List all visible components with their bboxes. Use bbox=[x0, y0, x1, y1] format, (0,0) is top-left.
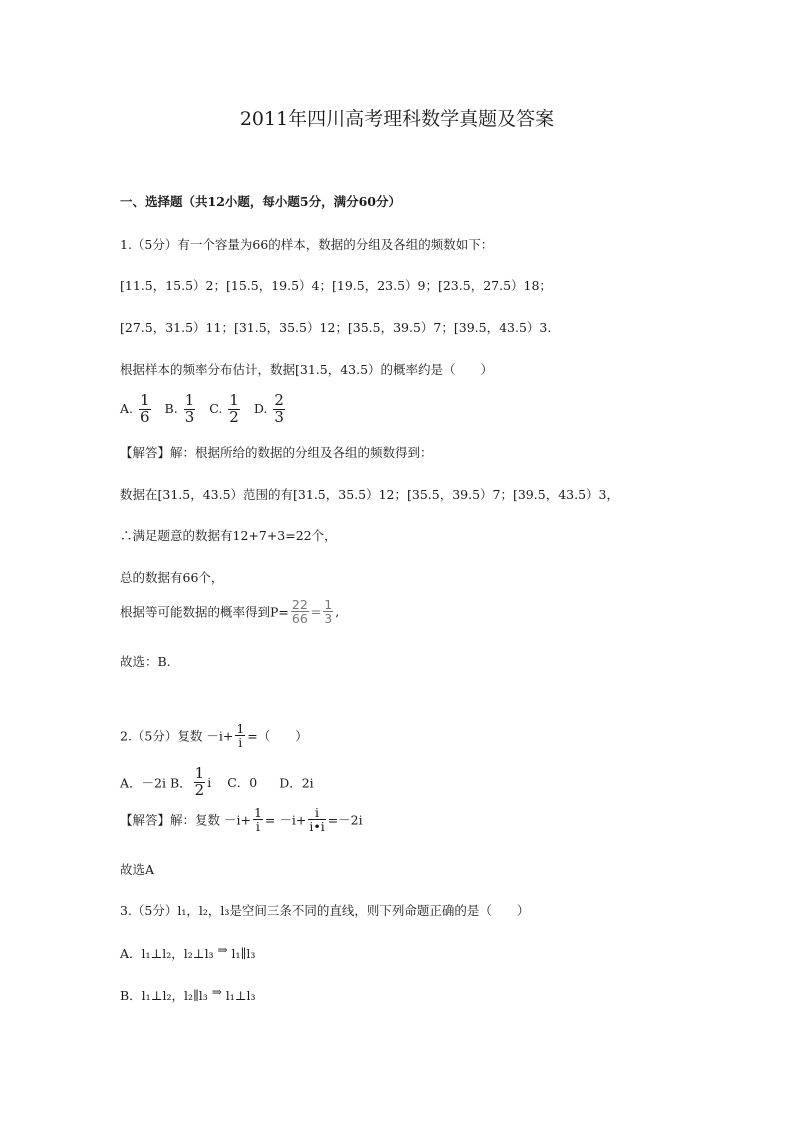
q2-option-b-frac: $\frac{1}{2}$ bbox=[194, 764, 205, 799]
q1-option-a: A. $\frac{1}{6}$ bbox=[120, 391, 150, 426]
section-heading: 一、选择题（共12小题，每小题5分，满分60分） bbox=[120, 194, 401, 209]
q1-conclusion: 故选：B. bbox=[120, 654, 171, 669]
q3-stem: 3.（5分）l₁，l₂，l₃是空间三条不同的直线，则下列命题正确的是（ ） bbox=[120, 903, 530, 918]
q1-option-d: D. $\frac{2}{3}$ bbox=[253, 391, 284, 426]
q3-option-b: B．l₁⊥l₂，l₂∥l₃ ⇒ l₁⊥l₃ bbox=[120, 985, 256, 1003]
q2-options: A．－2i B． $\frac{1}{2}$ i C．0 D．2i bbox=[120, 764, 314, 799]
q2-conclusion: 故选A bbox=[120, 862, 155, 877]
q2-option-b-label: B． bbox=[169, 775, 192, 791]
q1-answer-line3: ∴满足题意的数据有12+7+3=22个， bbox=[120, 528, 337, 543]
q2-answer: 【解答】解：复数 －i+ $\frac{1}{i}$ = －i+ $\frac{i}{i•i}$ =－2i bbox=[120, 805, 363, 835]
q2-option-d: D．2i bbox=[279, 775, 314, 791]
q1-stem-line2: [11.5，15.5）2；[15.5，19.5）4；[19.5，23.5）9；[23.5，27.5）18； bbox=[120, 278, 552, 293]
implies-arrow: ⇒ bbox=[217, 943, 228, 957]
q1-stem-line1: 1.（5分）有一个容量为66的样本，数据的分组及各组的频数如下： bbox=[120, 237, 494, 252]
q2-option-a: A．－2i bbox=[120, 775, 166, 791]
q1-answer-head: 【解答】解：根据所给的数据的分组及各组的频数得到： bbox=[120, 445, 433, 460]
q1-answer-line2: 数据在[31.5，43.5）范围的有[31.5，35.5）12；[35.5，39.5）7；[39.5，43.5）3， bbox=[120, 487, 619, 502]
q1-option-b: B. $\frac{1}{3}$ bbox=[164, 391, 195, 426]
q2-option-c: C．0 bbox=[227, 775, 258, 791]
q2-stem: 2.（5分）复数 －i+ $\frac{1}{i}$ =（ ） bbox=[120, 721, 308, 751]
q1-option-c: C. $\frac{1}{2}$ bbox=[209, 391, 239, 426]
q1-answer-line5: 根据等可能数据的概率得到P= $\frac{22}{66}$ = $\frac{1}{3}$ , bbox=[120, 597, 340, 627]
q1-stem-line3: [27.5，31.5）11；[31.5，35.5）12；[35.5，39.5）7；[39.5，43.5）3. bbox=[120, 320, 552, 335]
q1-options bbox=[120, 393, 295, 426]
q1-stem-line4: 根据样本的频率分布估计，数据[31.5，43.5）的概率约是（ ） bbox=[120, 362, 494, 377]
q3-option-a: A．l₁⊥l₂，l₂⊥l₃ ⇒ l₁∥l₃ bbox=[120, 943, 256, 961]
page-title: 2011年四川高考理科数学真题及答案 bbox=[239, 108, 555, 130]
implies-arrow: ⇒ bbox=[211, 985, 222, 999]
q1-answer-line4: 总的数据有66个， bbox=[120, 570, 224, 585]
